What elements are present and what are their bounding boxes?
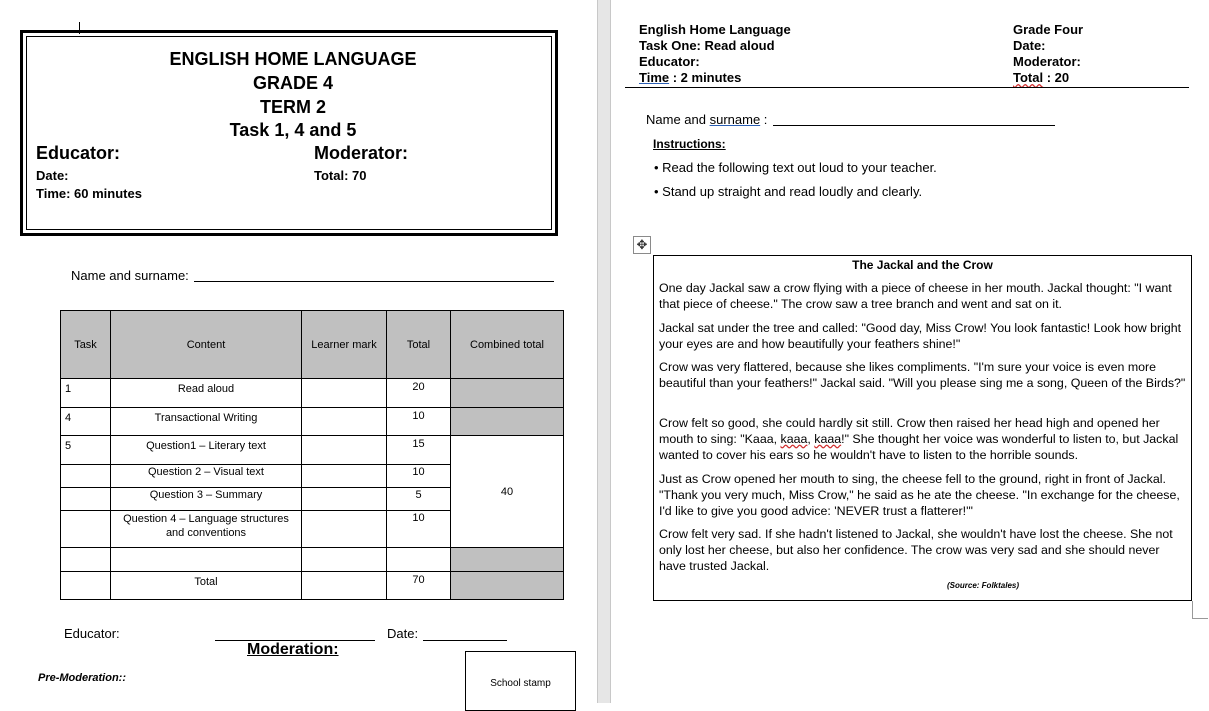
name-surname-line-right[interactable]	[773, 125, 1055, 126]
combined-total-cell	[451, 572, 564, 600]
table-row	[61, 408, 564, 436]
misspelled-word: kaaa	[814, 432, 842, 446]
story-paragraph: Jackal sat under the tree and called: "Good day, Miss Crow! You look fantastic! Look how bright your eyes are and how beautifully your feathers shine!"	[659, 321, 1182, 351]
instruction-text: Stand up straight and read loudly and clearly.	[662, 184, 923, 199]
learner-mark-cell[interactable]	[302, 511, 387, 548]
task-cell	[61, 548, 111, 572]
learner-mark-cell[interactable]	[302, 379, 387, 408]
story-text: ,	[807, 432, 815, 446]
name-suffix: :	[760, 112, 768, 127]
margin-corner-mark	[1192, 601, 1208, 619]
header-task-right: Task One: Read aloud	[639, 38, 775, 53]
time-label: Time: 60 minutes	[36, 186, 142, 201]
time-word: Time	[639, 70, 670, 85]
header-grade: GRADE 4	[252, 73, 333, 93]
header-task: Task	[61, 311, 111, 379]
date-line[interactable]	[423, 640, 507, 641]
table-row	[61, 548, 564, 572]
instruction-item: • Read the following text out loud to your teacher.	[654, 160, 937, 175]
story-text: !" She thought her voice was wonderful to listen to, but Jackal wanted to cover his ears so he wouldn't have to listen to the horrible sounds.	[659, 432, 1179, 462]
table-move-handle-icon[interactable]: ✥	[633, 236, 651, 254]
pre-moderation-label: Pre-Moderation::	[38, 672, 126, 684]
learner-mark-cell[interactable]	[302, 572, 387, 600]
task-cell	[61, 511, 111, 548]
story-paragraph: Just as Crow opened her mouth to sing, the cheese fell to the ground, right in front of Jackal. "Thank you very much, Miss Crow," he said as he ate the cheese. "In exchange for the cheese, I'd like to give you good advice: 'NEVER trust a flatterer!'"	[659, 472, 1180, 518]
total-cell: 10	[387, 511, 451, 548]
educator-label: Educator:	[36, 143, 121, 163]
header-date-right: Date:	[1013, 38, 1046, 53]
total-row-label: Total	[111, 572, 302, 600]
marks-table	[60, 310, 564, 600]
name-surname-label: Name and surname:	[71, 268, 189, 283]
header-time-right	[639, 70, 741, 85]
header-box	[20, 30, 558, 236]
total-cell: 5	[387, 488, 451, 511]
header-term: TERM 2	[259, 97, 326, 117]
name-prefix: Name and	[646, 112, 710, 127]
total-cell: 20	[387, 379, 451, 408]
table-row	[61, 379, 564, 408]
moderator-label: Moderator:	[314, 143, 408, 163]
header-combined-total: Combined total	[451, 311, 564, 379]
learner-mark-cell[interactable]	[302, 436, 387, 465]
surname-word: surname	[709, 112, 761, 127]
header-total: Total	[387, 311, 451, 379]
story-source: (Source: Folktales)	[947, 581, 1020, 590]
task-cell: 5	[61, 436, 111, 465]
footer-date-label: Date:	[387, 626, 419, 641]
total-word: Total	[1013, 70, 1044, 85]
content-cell: Transactional Writing	[111, 408, 302, 436]
total-value: : 20	[1043, 70, 1070, 85]
misspelled-word: kaaa	[780, 432, 808, 446]
combined-total-cell	[451, 548, 564, 572]
left-page	[0, 0, 597, 703]
content-cell: Question 3 – Summary	[111, 488, 302, 511]
total-cell: 10	[387, 408, 451, 436]
header-subject-right: English Home Language	[639, 22, 791, 37]
story-paragraph: One day Jackal saw a crow flying with a piece of cheese in her mouth. Jackal thought: "I want that piece of cheese." The crow saw a tree branch and went and sat on it.	[659, 281, 1172, 311]
total-cell: 15	[387, 436, 451, 465]
task-cell	[61, 465, 111, 488]
header-moderator-right: Moderator:	[1013, 54, 1081, 69]
moderation-heading: Moderation:	[247, 641, 339, 658]
content-cell: Question 2 – Visual text	[111, 465, 302, 488]
story-title: The Jackal and the Crow	[852, 258, 993, 272]
header-content: Content	[111, 311, 302, 379]
header-subject: ENGLISH HOME LANGUAGE	[169, 49, 417, 69]
content-cell: Question 4 – Language structures and conventions	[111, 511, 302, 548]
header-box-inner	[26, 36, 552, 230]
learner-mark-cell[interactable]	[302, 548, 387, 572]
time-value: : 2 minutes	[669, 70, 742, 85]
name-surname-line[interactable]	[194, 281, 554, 282]
table-row	[61, 436, 564, 465]
total-cell: 10	[387, 465, 451, 488]
learner-mark-cell[interactable]	[302, 488, 387, 511]
header-rule	[625, 87, 1189, 88]
page-gutter	[597, 0, 611, 703]
instruction-text: Read the following text out loud to your teacher.	[662, 160, 937, 175]
instructions-heading: Instructions:	[653, 137, 726, 151]
content-cell: Question1 – Literary text	[111, 436, 302, 465]
task-cell	[61, 488, 111, 511]
task-cell: 1	[61, 379, 111, 408]
table-row	[61, 572, 564, 600]
combined-total-cell	[451, 379, 564, 408]
story-box	[653, 255, 1192, 601]
total-label: Total: 70	[314, 168, 367, 183]
name-surname-label-right	[646, 112, 767, 127]
header-learner-mark: Learner mark	[302, 311, 387, 379]
story-paragraph: Crow felt very sad. If she hadn't listened to Jackal, she wouldn't have lost the cheese. She not only lost her cheese, but also her confidence. The crow was very sad and she should never have trusted Jackal.	[659, 527, 1173, 573]
total-cell	[387, 548, 451, 572]
task-cell	[61, 572, 111, 600]
right-page	[611, 0, 1209, 703]
header-grade-right: Grade Four	[1013, 22, 1084, 37]
header-tasks: Task 1, 4 and 5	[229, 120, 357, 140]
footer-educator-label: Educator:	[64, 626, 120, 641]
instruction-item: • Stand up straight and read loudly and clearly.	[654, 184, 923, 199]
date-label: Date:	[36, 168, 69, 183]
learner-mark-cell[interactable]	[302, 408, 387, 436]
header-educator-right: Educator:	[639, 54, 700, 69]
story-paragraph	[659, 415, 1187, 463]
story-text: Crow felt so good, she could hardly sit still. Crow then raised her head high and opened her mouth to sing: "Kaaa,	[659, 416, 1160, 446]
content-cell	[111, 548, 302, 572]
header-total-right	[1013, 70, 1069, 85]
story-paragraph: Crow was very flattered, because she likes compliments. "I'm sure your voice is even more beautiful than your feathers!" Jackal said. "Will you please sing me a song, Queen of the Birds?"	[659, 360, 1186, 390]
combined-total-value: 40	[451, 436, 564, 548]
school-stamp-box: School stamp	[465, 651, 576, 711]
learner-mark-cell[interactable]	[302, 465, 387, 488]
total-row-value: 70	[387, 572, 451, 600]
task-cell: 4	[61, 408, 111, 436]
content-cell: Read aloud	[111, 379, 302, 408]
combined-total-cell	[451, 408, 564, 436]
